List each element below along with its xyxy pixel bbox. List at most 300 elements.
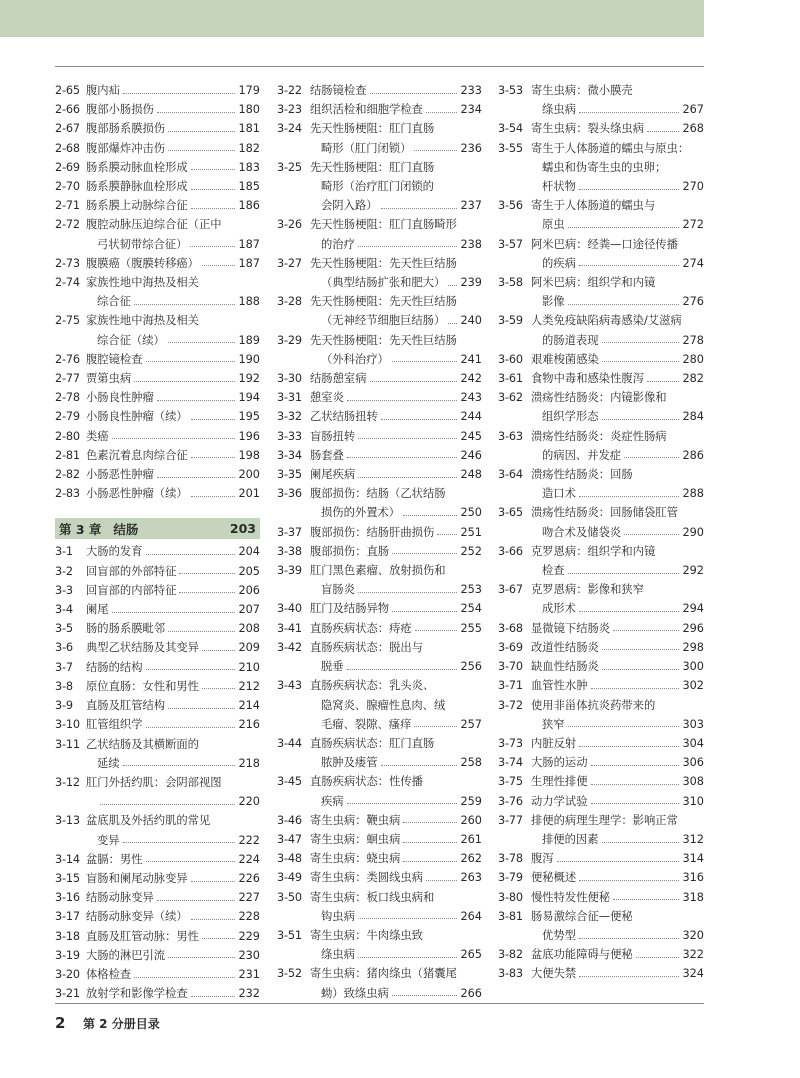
entry-body — [310, 427, 482, 446]
entry-page: 265 — [460, 948, 482, 962]
entry-number: 3-52 — [277, 967, 302, 981]
entry-number: 3-42 — [277, 640, 302, 654]
entry-page: 274 — [682, 256, 704, 270]
entry-title-line — [86, 292, 260, 311]
entry-title: 结肠镜检查 — [310, 84, 367, 97]
toc-entry[interactable] — [55, 407, 260, 426]
entry-title: 盲肠和阑尾动脉变异 — [86, 871, 188, 885]
entry-number: 2-71 — [55, 199, 80, 213]
toc-entry[interactable] — [498, 235, 704, 273]
leader-dots — [146, 553, 236, 555]
toc-entry[interactable] — [277, 292, 482, 330]
entry-title: 溃疡性结肠炎：回肠 — [531, 468, 633, 482]
entry-page: 192 — [238, 372, 260, 386]
entry-page: 198 — [238, 448, 260, 462]
toc-entry[interactable] — [55, 139, 260, 158]
entry-body — [531, 503, 704, 541]
entry-title: 溃疡性结肠炎：回肠储袋肛管 — [531, 506, 678, 520]
toc-entry[interactable] — [55, 196, 260, 215]
toc-entry[interactable] — [55, 311, 260, 349]
toc-entry[interactable] — [277, 849, 482, 868]
toc-entry[interactable] — [277, 388, 482, 407]
entry-title-line — [531, 81, 704, 100]
entry-title-line — [86, 388, 260, 407]
entry-page: 252 — [460, 544, 482, 558]
toc-entry[interactable] — [55, 465, 260, 484]
toc-entry[interactable] — [277, 407, 482, 426]
top-divider — [55, 66, 704, 67]
toc-entry[interactable] — [55, 658, 260, 677]
entry-title: 腹部损伤：直肠 — [310, 544, 390, 558]
toc-entry[interactable] — [277, 830, 482, 849]
toc-entry[interactable] — [498, 465, 704, 503]
entry-body — [86, 581, 260, 600]
entry-title: 狭窄 — [542, 717, 565, 731]
entry-title: 内脏反射 — [531, 736, 577, 750]
leader-dots — [602, 341, 680, 343]
leader-dots — [157, 899, 236, 901]
toc-entry[interactable] — [498, 849, 704, 868]
entry-title: 肛门黑色素瘤、放射损伤和 — [310, 564, 446, 578]
entry-title: 绦虫病 — [321, 948, 355, 962]
entry-title: 优势型 — [542, 928, 576, 942]
toc-entry[interactable] — [277, 676, 482, 734]
entry-title-line — [310, 254, 482, 273]
entry-title-line — [86, 446, 260, 465]
entry-body — [531, 465, 704, 503]
entry-number: 2-75 — [55, 314, 80, 328]
toc-entry[interactable] — [498, 888, 704, 907]
entry-body — [310, 868, 482, 887]
entry-title: 排便的病理生理学：影响正常 — [531, 813, 678, 827]
toc-entry[interactable] — [55, 562, 260, 581]
toc-entry[interactable] — [498, 542, 704, 580]
toc-entry[interactable] — [55, 735, 260, 773]
toc-entry[interactable] — [277, 542, 482, 561]
toc-entry[interactable] — [277, 100, 482, 119]
toc-entry[interactable] — [55, 888, 260, 907]
entry-body — [310, 446, 482, 465]
toc-entry[interactable] — [498, 945, 704, 964]
toc-entry[interactable] — [498, 792, 704, 811]
entry-number: 3-53 — [498, 84, 523, 97]
leader-dots — [358, 956, 458, 958]
entry-number: 3-1 — [55, 545, 73, 559]
toc-entry[interactable] — [498, 734, 704, 753]
entry-title-line — [310, 715, 482, 734]
entry-body — [310, 81, 482, 100]
entry-page: 270 — [682, 180, 704, 194]
entry-number: 3-74 — [498, 756, 523, 770]
entry-page: 322 — [682, 948, 704, 962]
toc-entry[interactable] — [55, 600, 260, 619]
toc-entry[interactable] — [277, 638, 482, 676]
toc-entry[interactable] — [55, 100, 260, 119]
entry-number: 2-81 — [55, 448, 80, 462]
entry-title-line — [310, 696, 482, 715]
toc-entry[interactable] — [55, 946, 260, 965]
entry-title: 绦虫病 — [542, 103, 576, 117]
entry-title-line — [86, 158, 260, 177]
entry-page: 242 — [460, 372, 482, 386]
toc-entry[interactable] — [277, 619, 482, 638]
entry-body — [531, 196, 704, 234]
toc-entry[interactable] — [498, 196, 704, 234]
entry-title: 人类免疫缺陷病毒感染/艾滋病 — [531, 314, 682, 328]
leader-dots — [392, 552, 457, 554]
entry-number: 2-78 — [55, 391, 80, 405]
entry-body — [531, 580, 704, 618]
entry-title: 隐窝炎、腺瘤性息肉、绒 — [321, 698, 446, 712]
toc-entry[interactable] — [55, 215, 260, 253]
entry-page: 179 — [238, 84, 260, 97]
toc-entry[interactable] — [498, 139, 704, 197]
entry-title-line — [310, 465, 482, 484]
entry-page: 259 — [460, 794, 482, 808]
entry-title: 腹部损伤：结肠（乙状结肠 — [310, 487, 446, 501]
toc-entry[interactable] — [277, 484, 482, 522]
entry-title-line — [86, 792, 260, 811]
entry-page: 210 — [238, 660, 260, 674]
entry-title-line — [86, 427, 260, 446]
entry-title: 腹部肠系膜损伤 — [86, 122, 166, 136]
entry-title-line — [86, 273, 260, 292]
leader-dots — [123, 841, 236, 843]
entry-number: 3-58 — [498, 276, 523, 290]
toc-entry[interactable] — [55, 850, 260, 869]
toc-entry[interactable] — [55, 715, 260, 734]
entry-title: 腹腔动脉压迫综合征（正中 — [86, 218, 222, 232]
entry-body — [310, 465, 482, 484]
entry-title: 延续 — [97, 756, 120, 770]
toc-entry[interactable] — [277, 427, 482, 446]
toc-entry[interactable] — [498, 657, 704, 676]
entry-number: 3-6 — [55, 641, 73, 655]
toc-entry[interactable] — [55, 119, 260, 138]
leader-dots — [591, 783, 680, 785]
toc-entry[interactable] — [498, 868, 704, 887]
toc-entry[interactable] — [55, 427, 260, 446]
entry-body — [86, 811, 260, 849]
toc-entry[interactable] — [277, 254, 482, 292]
toc-entry[interactable] — [498, 388, 704, 426]
entry-title: 腹部小肠损伤 — [86, 103, 154, 117]
entry-title-line — [310, 811, 482, 830]
entry-number: 3-80 — [498, 890, 523, 904]
entry-page: 267 — [682, 103, 704, 117]
leader-dots — [358, 476, 457, 478]
toc-entry[interactable] — [55, 446, 260, 465]
entry-title: 肛门外括约肌：会阴部视图 — [86, 775, 222, 789]
entry-title: 直肠疾病状态：肛门直肠 — [310, 736, 435, 750]
toc-entry[interactable] — [498, 119, 704, 138]
leader-dots — [190, 245, 235, 247]
toc-entry[interactable] — [55, 619, 260, 638]
entry-title-line — [310, 119, 482, 138]
entry-body — [531, 542, 704, 580]
toc-entry[interactable] — [55, 81, 260, 100]
leader-dots — [191, 495, 236, 497]
toc-entry[interactable] — [498, 503, 704, 541]
entry-body — [531, 311, 704, 349]
entry-title-line — [531, 926, 704, 945]
entry-title-line — [310, 542, 482, 561]
toc-entry[interactable] — [277, 561, 482, 599]
entry-title: 影像 — [542, 295, 565, 309]
entry-title-line — [86, 215, 260, 234]
entry-title: 蚴）致绦虫病 — [321, 986, 389, 1000]
entry-page: 254 — [460, 602, 482, 616]
entry-page: 218 — [238, 756, 260, 770]
toc-entry[interactable] — [498, 638, 704, 657]
entry-page: 189 — [238, 333, 260, 347]
leader-dots — [112, 437, 236, 439]
footer-page-number: 2 — [55, 1014, 66, 1032]
toc-entry[interactable] — [498, 772, 704, 791]
entry-number: 3-62 — [498, 391, 523, 405]
entry-page: 312 — [682, 832, 704, 846]
entry-title: 阿米巴病：经粪—口途径传播 — [531, 237, 678, 251]
entry-page: 280 — [682, 352, 704, 366]
toc-entry[interactable] — [55, 158, 260, 177]
entry-title-line — [531, 427, 704, 446]
toc-entry[interactable] — [498, 273, 704, 311]
entry-body — [310, 119, 482, 157]
entry-title-line — [531, 907, 704, 926]
entry-page: 266 — [460, 986, 482, 1000]
leader-dots — [403, 514, 457, 516]
toc-entry[interactable] — [55, 677, 260, 696]
toc-entry[interactable] — [277, 523, 482, 542]
entry-number: 3-38 — [277, 544, 302, 558]
entry-title: 生理性排便 — [531, 775, 588, 789]
entry-body — [531, 849, 704, 868]
entry-title: 直肠疾病状态：性传播 — [310, 775, 423, 789]
entry-number: 2-65 — [55, 84, 80, 97]
entry-page: 258 — [460, 756, 482, 770]
entry-title-line — [86, 735, 260, 754]
toc-entry[interactable] — [55, 811, 260, 849]
entry-title-line — [310, 619, 482, 638]
toc-entry[interactable] — [277, 465, 482, 484]
entry-title-line — [86, 869, 260, 888]
toc-entry[interactable] — [277, 926, 482, 964]
entry-title-line — [310, 792, 482, 811]
entry-body — [86, 562, 260, 581]
toc-entry[interactable] — [55, 369, 260, 388]
toc-entry[interactable] — [277, 734, 482, 772]
entry-title: 食物中毒和感染性腹泻 — [531, 372, 644, 386]
toc-entry[interactable] — [55, 388, 260, 407]
entry-title: 回盲部的内部特征 — [86, 583, 177, 597]
entry-title-line — [310, 331, 482, 350]
entry-page: 244 — [460, 410, 482, 424]
toc-entry[interactable] — [55, 965, 260, 984]
entry-title: 寄生虫病：裂头绦虫病 — [531, 122, 644, 136]
entry-title-line — [86, 831, 260, 850]
chapter-heading[interactable] — [55, 518, 260, 539]
leader-dots — [157, 111, 236, 113]
entry-body — [531, 696, 704, 734]
entry-number: 3-25 — [277, 160, 302, 174]
toc-entry[interactable] — [277, 599, 482, 618]
leader-dots — [100, 803, 235, 805]
toc-entry[interactable] — [498, 81, 704, 119]
entry-title: 小肠良性肿瘤 — [86, 391, 154, 405]
toc-entry[interactable] — [277, 81, 482, 100]
entry-body — [310, 254, 482, 292]
entry-body — [86, 427, 260, 446]
chapter-title: 结肠 — [113, 521, 139, 537]
entry-number: 3-34 — [277, 448, 302, 462]
toc-entry[interactable] — [498, 427, 704, 465]
toc-entry[interactable] — [498, 369, 704, 388]
toc-entry[interactable] — [55, 984, 260, 1003]
leader-dots — [647, 130, 679, 132]
toc-entry[interactable] — [55, 484, 260, 503]
entry-body — [531, 638, 704, 657]
entry-body — [310, 772, 482, 810]
entry-body — [86, 158, 260, 177]
entry-title-line — [531, 580, 704, 599]
toc-entry[interactable] — [55, 927, 260, 946]
entry-title-line — [310, 407, 482, 426]
entry-title: 慢性特发性便秘 — [531, 890, 611, 904]
toc-column-2 — [277, 81, 482, 1003]
entry-title: 腹内疝 — [86, 84, 120, 97]
toc-entry[interactable] — [277, 215, 482, 253]
toc-column-3 — [498, 81, 704, 984]
entry-number: 3-78 — [498, 852, 523, 866]
entry-page: 303 — [682, 717, 704, 731]
toc-entry[interactable] — [277, 772, 482, 810]
chapter-label: 第 3 章 — [59, 521, 102, 537]
entry-title: 类癌 — [86, 429, 109, 443]
leader-dots — [202, 649, 235, 651]
entry-page: 207 — [238, 603, 260, 617]
leader-dots — [591, 764, 680, 766]
entry-number: 3-8 — [55, 679, 73, 693]
toc-entry[interactable] — [55, 254, 260, 273]
entry-title-line — [86, 811, 260, 830]
entry-page: 282 — [682, 372, 704, 386]
entry-title-line — [86, 311, 260, 330]
toc-entry[interactable] — [277, 811, 482, 830]
entry-title-line — [531, 868, 704, 887]
toc-entry[interactable] — [55, 773, 260, 811]
entry-page: 256 — [460, 660, 482, 674]
entry-number: 3-72 — [498, 698, 523, 712]
leader-dots — [179, 591, 235, 593]
entry-body — [531, 811, 704, 849]
leader-dots — [624, 533, 679, 535]
toc-entry[interactable] — [55, 581, 260, 600]
toc-entry[interactable] — [498, 753, 704, 772]
toc-entry[interactable] — [277, 369, 482, 388]
entry-body — [86, 677, 260, 696]
entry-title: 典型乙状结肠及其变异 — [86, 641, 199, 655]
toc-entry[interactable] — [498, 580, 704, 618]
entry-body — [310, 849, 482, 868]
entry-number: 3-3 — [55, 583, 73, 597]
entry-title-line — [86, 350, 260, 369]
entry-number: 3-49 — [277, 871, 302, 885]
entry-page: 306 — [682, 756, 704, 770]
toc-entry[interactable] — [498, 964, 704, 983]
entry-title: 克罗恩病：影像和狭窄 — [531, 583, 644, 597]
toc-entry[interactable] — [55, 638, 260, 657]
entry-title-line — [310, 235, 482, 254]
toc-entry[interactable] — [55, 542, 260, 561]
entry-title: 寄生于人体肠道的蠕虫与原虫： — [531, 141, 690, 155]
toc-entry[interactable] — [498, 811, 704, 849]
toc-entry[interactable] — [277, 331, 482, 369]
toc-entry[interactable] — [277, 119, 482, 157]
toc-entry[interactable] — [55, 869, 260, 888]
entry-body — [310, 830, 482, 849]
toc-entry[interactable] — [498, 311, 704, 349]
entry-number: 3-55 — [498, 141, 523, 155]
toc-entry[interactable] — [498, 676, 704, 695]
entry-number: 3-48 — [277, 852, 302, 866]
entry-number: 3-24 — [277, 122, 302, 136]
leader-dots — [168, 956, 235, 958]
entry-number: 3-75 — [498, 775, 523, 789]
toc-entry[interactable] — [498, 907, 704, 945]
entry-title: 盆底功能障碍与便秘 — [531, 948, 633, 962]
entry-page: 310 — [682, 794, 704, 808]
toc-entry[interactable] — [277, 888, 482, 926]
entry-title: 造口术 — [542, 487, 576, 501]
toc-entry[interactable] — [55, 350, 260, 369]
entry-title: 先天性肠梗阻：先天性巨结肠 — [310, 333, 457, 347]
toc-entry[interactable] — [55, 177, 260, 196]
entry-title-line — [310, 753, 482, 772]
toc-entry[interactable] — [277, 868, 482, 887]
toc-entry[interactable] — [55, 696, 260, 715]
entry-title: 肠系膜动脉血栓形成 — [86, 160, 188, 174]
entry-title-line — [86, 81, 260, 100]
entry-page: 226 — [238, 871, 260, 885]
entry-number: 2-76 — [55, 352, 80, 366]
entry-page: 263 — [460, 871, 482, 885]
entry-title: 盆膈：男性 — [86, 852, 143, 866]
entry-title-line — [531, 235, 704, 254]
toc-entry[interactable] — [277, 158, 482, 216]
entry-body — [531, 139, 704, 197]
entry-number: 3-73 — [498, 736, 523, 750]
toc-entry[interactable] — [277, 964, 482, 1002]
leader-dots — [591, 687, 680, 689]
leader-dots — [557, 860, 680, 862]
toc-entry[interactable] — [498, 619, 704, 638]
leader-dots — [381, 764, 458, 766]
toc-entry[interactable] — [55, 273, 260, 311]
entry-page: 245 — [460, 429, 482, 443]
toc-entry[interactable] — [277, 446, 482, 465]
entry-page: 205 — [238, 564, 260, 578]
entry-title-line — [310, 772, 482, 791]
entry-body — [86, 850, 260, 869]
leader-dots — [568, 226, 680, 228]
toc-entry[interactable] — [55, 907, 260, 926]
entry-number: 2-69 — [55, 160, 80, 174]
entry-title-line — [310, 350, 482, 369]
toc-entry[interactable] — [498, 696, 704, 734]
entry-number: 3-14 — [55, 852, 80, 866]
entry-title: 结肠动脉变异 — [86, 891, 154, 905]
toc-entry[interactable] — [498, 350, 704, 369]
